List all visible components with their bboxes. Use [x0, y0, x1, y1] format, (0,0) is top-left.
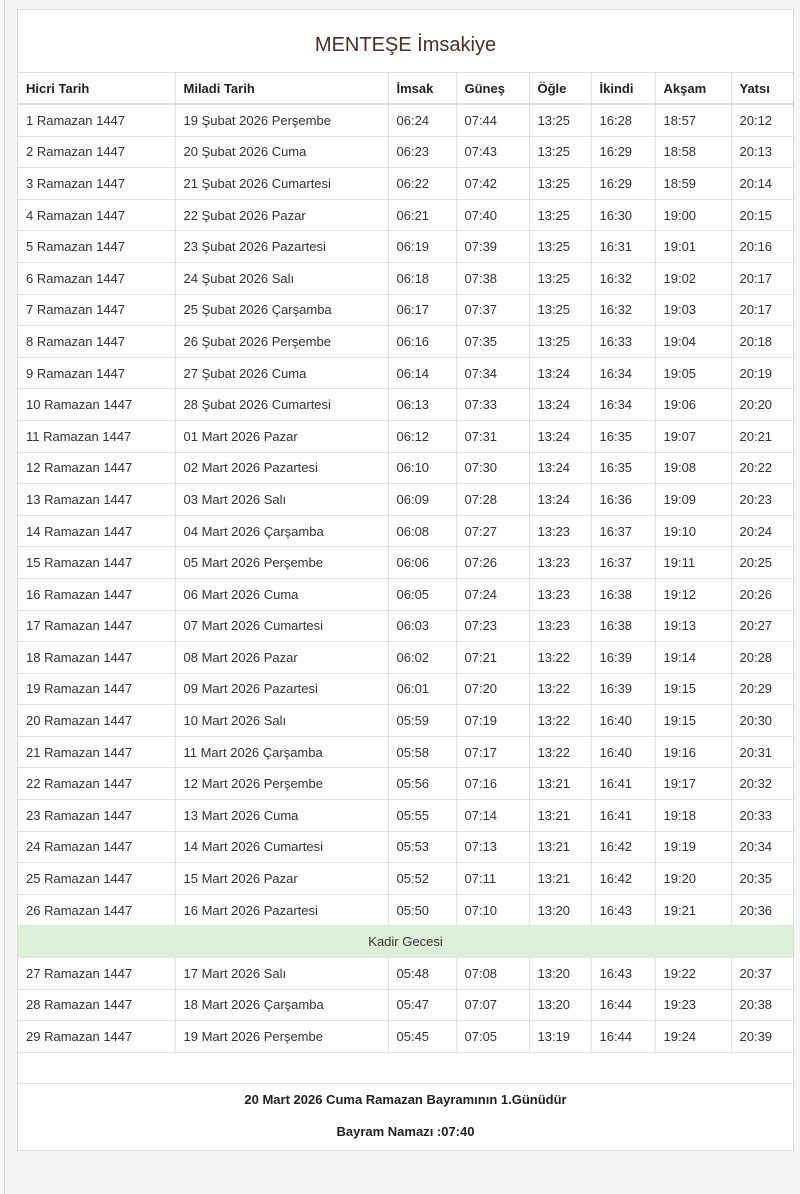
- cell-imsak: 05:56: [388, 768, 456, 800]
- table-row: [18, 104, 793, 136]
- column-header-ogle: Öğle: [529, 73, 591, 104]
- table-row: [18, 958, 793, 990]
- cell-imsak: 05:53: [388, 831, 456, 863]
- cell-yatsi: 20:39: [731, 1021, 793, 1053]
- cell-aksam: 19:06: [655, 389, 731, 421]
- cell-miladi-tarih: 14 Mart 2026 Cumartesi: [175, 831, 388, 863]
- cell-imsak: 06:16: [388, 326, 456, 358]
- cell-miladi-tarih: 12 Mart 2026 Perşembe: [175, 768, 388, 800]
- cell-ogle: 13:22: [529, 642, 591, 674]
- cell-aksam: 19:04: [655, 326, 731, 358]
- table-row: [18, 515, 793, 547]
- cell-yatsi: 20:25: [731, 547, 793, 579]
- cell-imsak: 06:17: [388, 294, 456, 326]
- cell-imsak: 05:52: [388, 863, 456, 895]
- cell-hicri-tarih: 13 Ramazan 1447: [18, 484, 175, 516]
- table-row: [18, 705, 793, 737]
- cell-yatsi: 20:20: [731, 389, 793, 421]
- cell-aksam: 19:03: [655, 294, 731, 326]
- cell-imsak: 06:19: [388, 231, 456, 263]
- cell-hicri-tarih: 9 Ramazan 1447: [18, 357, 175, 389]
- cell-imsak: 06:21: [388, 199, 456, 231]
- cell-ogle: 13:21: [529, 831, 591, 863]
- table-row: [18, 800, 793, 832]
- cell-ogle: 13:24: [529, 389, 591, 421]
- cell-hicri-tarih: 20 Ramazan 1447: [18, 705, 175, 737]
- cell-gunes: 07:39: [456, 231, 529, 263]
- table-header-row: [18, 73, 793, 104]
- cell-gunes: 07:05: [456, 1021, 529, 1053]
- cell-hicri-tarih: 19 Ramazan 1447: [18, 673, 175, 705]
- cell-yatsi: 20:23: [731, 484, 793, 516]
- cell-aksam: 19:19: [655, 831, 731, 863]
- cell-aksam: 19:23: [655, 989, 731, 1021]
- cell-ogle: 13:24: [529, 452, 591, 484]
- cell-aksam: 19:13: [655, 610, 731, 642]
- cell-aksam: 19:20: [655, 863, 731, 895]
- table-row: [18, 231, 793, 263]
- cell-ikindi: 16:29: [591, 168, 655, 200]
- table-row: [18, 420, 793, 452]
- cell-ikindi: 16:28: [591, 104, 655, 136]
- cell-yatsi: 20:26: [731, 578, 793, 610]
- cell-ogle: 13:25: [529, 104, 591, 136]
- table-row: [18, 168, 793, 200]
- cell-aksam: 19:02: [655, 262, 731, 294]
- cell-aksam: 18:58: [655, 136, 731, 168]
- cell-miladi-tarih: 25 Şubat 2026 Çarşamba: [175, 294, 388, 326]
- cell-ikindi: 16:39: [591, 642, 655, 674]
- cell-miladi-tarih: 19 Şubat 2026 Perşembe: [175, 104, 388, 136]
- cell-ikindi: 16:39: [591, 673, 655, 705]
- cell-yatsi: 20:31: [731, 736, 793, 768]
- cell-gunes: 07:31: [456, 420, 529, 452]
- cell-ogle: 13:20: [529, 958, 591, 990]
- cell-ogle: 13:23: [529, 578, 591, 610]
- cell-imsak: 06:24: [388, 104, 456, 136]
- cell-miladi-tarih: 23 Şubat 2026 Pazartesi: [175, 231, 388, 263]
- cell-miladi-tarih: 28 Şubat 2026 Cumartesi: [175, 389, 388, 421]
- cell-miladi-tarih: 20 Şubat 2026 Cuma: [175, 136, 388, 168]
- table-row: [18, 389, 793, 421]
- table-row: [18, 547, 793, 579]
- cell-imsak: 05:50: [388, 894, 456, 926]
- bayram-footer: [18, 1084, 793, 1150]
- cell-miladi-tarih: 04 Mart 2026 Çarşamba: [175, 515, 388, 547]
- table-row: [18, 736, 793, 768]
- cell-imsak: 05:45: [388, 1021, 456, 1053]
- cell-imsak: 05:47: [388, 989, 456, 1021]
- cell-ikindi: 16:40: [591, 736, 655, 768]
- cell-yatsi: 20:24: [731, 515, 793, 547]
- cell-gunes: 07:26: [456, 547, 529, 579]
- cell-gunes: 07:08: [456, 958, 529, 990]
- cell-ogle: 13:21: [529, 800, 591, 832]
- table-row: [18, 989, 793, 1021]
- cell-ikindi: 16:31: [591, 231, 655, 263]
- cell-ogle: 13:24: [529, 420, 591, 452]
- cell-gunes: 07:38: [456, 262, 529, 294]
- cell-yatsi: 20:37: [731, 958, 793, 990]
- table-row: [18, 1021, 793, 1053]
- cell-hicri-tarih: 8 Ramazan 1447: [18, 326, 175, 358]
- cell-ogle: 13:22: [529, 673, 591, 705]
- cell-imsak: 05:55: [388, 800, 456, 832]
- cell-ikindi: 16:40: [591, 705, 655, 737]
- cell-imsak: 05:58: [388, 736, 456, 768]
- cell-hicri-tarih: 11 Ramazan 1447: [18, 420, 175, 452]
- cell-aksam: 19:21: [655, 894, 731, 926]
- cell-miladi-tarih: 16 Mart 2026 Pazartesi: [175, 894, 388, 926]
- cell-ogle: 13:20: [529, 989, 591, 1021]
- cell-gunes: 07:24: [456, 578, 529, 610]
- table-row: [18, 863, 793, 895]
- cell-gunes: 07:23: [456, 610, 529, 642]
- cell-ikindi: 16:42: [591, 831, 655, 863]
- cell-gunes: 07:17: [456, 736, 529, 768]
- cell-gunes: 07:13: [456, 831, 529, 863]
- cell-hicri-tarih: 18 Ramazan 1447: [18, 642, 175, 674]
- table-row: [18, 326, 793, 358]
- imsakiye-table: [18, 73, 793, 1053]
- cell-ogle: 13:23: [529, 515, 591, 547]
- cell-imsak: 06:02: [388, 642, 456, 674]
- cell-yatsi: 20:27: [731, 610, 793, 642]
- cell-miladi-tarih: 15 Mart 2026 Pazar: [175, 863, 388, 895]
- cell-ogle: 13:25: [529, 199, 591, 231]
- cell-imsak: 06:18: [388, 262, 456, 294]
- cell-gunes: 07:44: [456, 104, 529, 136]
- cell-ikindi: 16:33: [591, 326, 655, 358]
- cell-imsak: 06:10: [388, 452, 456, 484]
- cell-miladi-tarih: 17 Mart 2026 Salı: [175, 958, 388, 990]
- cell-aksam: 18:57: [655, 104, 731, 136]
- cell-gunes: 07:19: [456, 705, 529, 737]
- cell-yatsi: 20:21: [731, 420, 793, 452]
- cell-hicri-tarih: 1 Ramazan 1447: [18, 104, 175, 136]
- column-header-hicri-tarih: Hicri Tarih: [18, 73, 175, 104]
- cell-ikindi: 16:38: [591, 610, 655, 642]
- cell-hicri-tarih: 21 Ramazan 1447: [18, 736, 175, 768]
- cell-ikindi: 16:41: [591, 768, 655, 800]
- column-header-ikindi: İkindi: [591, 73, 655, 104]
- column-header-miladi-tarih: Miladi Tarih: [175, 73, 388, 104]
- cell-ikindi: 16:34: [591, 389, 655, 421]
- cell-aksam: 19:07: [655, 420, 731, 452]
- cell-gunes: 07:42: [456, 168, 529, 200]
- cell-ogle: 13:21: [529, 863, 591, 895]
- cell-gunes: 07:20: [456, 673, 529, 705]
- cell-hicri-tarih: 3 Ramazan 1447: [18, 168, 175, 200]
- cell-ogle: 13:25: [529, 326, 591, 358]
- cell-imsak: 06:01: [388, 673, 456, 705]
- cell-ogle: 13:21: [529, 768, 591, 800]
- cell-gunes: 07:16: [456, 768, 529, 800]
- table-body: [18, 104, 793, 1052]
- cell-gunes: 07:21: [456, 642, 529, 674]
- cell-imsak: 06:08: [388, 515, 456, 547]
- cell-aksam: 18:59: [655, 168, 731, 200]
- cell-yatsi: 20:35: [731, 863, 793, 895]
- table-row: [18, 199, 793, 231]
- cell-yatsi: 20:29: [731, 673, 793, 705]
- kadir-gecesi-label: Kadir Gecesi: [18, 926, 793, 958]
- table-row: [18, 294, 793, 326]
- cell-yatsi: 20:17: [731, 262, 793, 294]
- cell-miladi-tarih: 01 Mart 2026 Pazar: [175, 420, 388, 452]
- cell-imsak: 06:03: [388, 610, 456, 642]
- table-row: [18, 136, 793, 168]
- cell-ogle: 13:25: [529, 294, 591, 326]
- cell-yatsi: 20:30: [731, 705, 793, 737]
- cell-miladi-tarih: 06 Mart 2026 Cuma: [175, 578, 388, 610]
- cell-aksam: 19:10: [655, 515, 731, 547]
- cell-ogle: 13:25: [529, 168, 591, 200]
- cell-ikindi: 16:37: [591, 515, 655, 547]
- cell-ikindi: 16:35: [591, 420, 655, 452]
- cell-hicri-tarih: 4 Ramazan 1447: [18, 199, 175, 231]
- cell-aksam: 19:18: [655, 800, 731, 832]
- cell-ikindi: 16:44: [591, 1021, 655, 1053]
- cell-miladi-tarih: 27 Şubat 2026 Cuma: [175, 357, 388, 389]
- cell-hicri-tarih: 29 Ramazan 1447: [18, 1021, 175, 1053]
- cell-miladi-tarih: 09 Mart 2026 Pazartesi: [175, 673, 388, 705]
- cell-aksam: 19:15: [655, 673, 731, 705]
- cell-yatsi: 20:12: [731, 104, 793, 136]
- cell-ikindi: 16:42: [591, 863, 655, 895]
- cell-miladi-tarih: 26 Şubat 2026 Perşembe: [175, 326, 388, 358]
- cell-imsak: 06:12: [388, 420, 456, 452]
- cell-miladi-tarih: 19 Mart 2026 Perşembe: [175, 1021, 388, 1053]
- cell-yatsi: 20:28: [731, 642, 793, 674]
- table-row: [18, 894, 793, 926]
- cell-hicri-tarih: 16 Ramazan 1447: [18, 578, 175, 610]
- table-row: [18, 262, 793, 294]
- cell-gunes: 07:35: [456, 326, 529, 358]
- cell-ogle: 13:23: [529, 547, 591, 579]
- cell-yatsi: 20:14: [731, 168, 793, 200]
- cell-gunes: 07:27: [456, 515, 529, 547]
- cell-ikindi: 16:29: [591, 136, 655, 168]
- table-row: [18, 452, 793, 484]
- column-header-gunes: Güneş: [456, 73, 529, 104]
- cell-hicri-tarih: 22 Ramazan 1447: [18, 768, 175, 800]
- cell-miladi-tarih: 11 Mart 2026 Çarşamba: [175, 736, 388, 768]
- table-row: [18, 831, 793, 863]
- cell-yatsi: 20:38: [731, 989, 793, 1021]
- cell-aksam: 19:16: [655, 736, 731, 768]
- cell-aksam: 19:01: [655, 231, 731, 263]
- cell-ikindi: 16:35: [591, 452, 655, 484]
- cell-miladi-tarih: 05 Mart 2026 Perşembe: [175, 547, 388, 579]
- cell-hicri-tarih: 5 Ramazan 1447: [18, 231, 175, 263]
- cell-ogle: 13:24: [529, 484, 591, 516]
- page-title: MENTEŞE İmsakiye: [18, 10, 793, 73]
- page-edge-line: [4, 0, 5, 1194]
- cell-imsak: 06:13: [388, 389, 456, 421]
- cell-gunes: 07:33: [456, 389, 529, 421]
- cell-yatsi: 20:34: [731, 831, 793, 863]
- cell-ikindi: 16:36: [591, 484, 655, 516]
- cell-gunes: 07:28: [456, 484, 529, 516]
- cell-hicri-tarih: 28 Ramazan 1447: [18, 989, 175, 1021]
- table-row: [18, 578, 793, 610]
- cell-aksam: 19:17: [655, 768, 731, 800]
- cell-aksam: 19:05: [655, 357, 731, 389]
- cell-hicri-tarih: 2 Ramazan 1447: [18, 136, 175, 168]
- cell-imsak: 06:05: [388, 578, 456, 610]
- cell-ikindi: 16:34: [591, 357, 655, 389]
- cell-imsak: 06:14: [388, 357, 456, 389]
- column-header-yatsi: Yatsı: [731, 73, 793, 104]
- column-header-imsak: İmsak: [388, 73, 456, 104]
- cell-yatsi: 20:16: [731, 231, 793, 263]
- cell-imsak: 06:22: [388, 168, 456, 200]
- cell-yatsi: 20:33: [731, 800, 793, 832]
- imsakiye-sheet: [17, 9, 794, 1151]
- cell-gunes: 07:30: [456, 452, 529, 484]
- cell-ikindi: 16:44: [591, 989, 655, 1021]
- cell-ikindi: 16:37: [591, 547, 655, 579]
- cell-miladi-tarih: 10 Mart 2026 Salı: [175, 705, 388, 737]
- cell-ogle: 13:23: [529, 610, 591, 642]
- cell-imsak: 06:09: [388, 484, 456, 516]
- cell-aksam: 19:09: [655, 484, 731, 516]
- bayram-note: 20 Mart 2026 Cuma Ramazan Bayramının 1.Günüdür: [244, 1091, 567, 1107]
- cell-imsak: 06:06: [388, 547, 456, 579]
- cell-aksam: 19:22: [655, 958, 731, 990]
- cell-hicri-tarih: 25 Ramazan 1447: [18, 863, 175, 895]
- cell-ikindi: 16:32: [591, 294, 655, 326]
- kadir-gecesi-row: [18, 926, 793, 958]
- cell-aksam: 19:08: [655, 452, 731, 484]
- cell-gunes: 07:10: [456, 894, 529, 926]
- cell-miladi-tarih: 07 Mart 2026 Cumartesi: [175, 610, 388, 642]
- cell-imsak: 06:23: [388, 136, 456, 168]
- cell-yatsi: 20:17: [731, 294, 793, 326]
- cell-gunes: 07:37: [456, 294, 529, 326]
- cell-ogle: 13:20: [529, 894, 591, 926]
- cell-hicri-tarih: 26 Ramazan 1447: [18, 894, 175, 926]
- cell-ogle: 13:22: [529, 736, 591, 768]
- cell-hicri-tarih: 15 Ramazan 1447: [18, 547, 175, 579]
- cell-ogle: 13:19: [529, 1021, 591, 1053]
- cell-aksam: 19:11: [655, 547, 731, 579]
- table-row: [18, 484, 793, 516]
- cell-miladi-tarih: 21 Şubat 2026 Cumartesi: [175, 168, 388, 200]
- cell-hicri-tarih: 12 Ramazan 1447: [18, 452, 175, 484]
- cell-gunes: 07:11: [456, 863, 529, 895]
- cell-hicri-tarih: 24 Ramazan 1447: [18, 831, 175, 863]
- table-row: [18, 673, 793, 705]
- cell-miladi-tarih: 13 Mart 2026 Cuma: [175, 800, 388, 832]
- cell-ikindi: 16:32: [591, 262, 655, 294]
- cell-hicri-tarih: 7 Ramazan 1447: [18, 294, 175, 326]
- table-row: [18, 642, 793, 674]
- cell-hicri-tarih: 10 Ramazan 1447: [18, 389, 175, 421]
- cell-miladi-tarih: 08 Mart 2026 Pazar: [175, 642, 388, 674]
- cell-hicri-tarih: 6 Ramazan 1447: [18, 262, 175, 294]
- cell-yatsi: 20:19: [731, 357, 793, 389]
- cell-imsak: 05:59: [388, 705, 456, 737]
- cell-ikindi: 16:30: [591, 199, 655, 231]
- cell-aksam: 19:24: [655, 1021, 731, 1053]
- cell-aksam: 19:15: [655, 705, 731, 737]
- cell-ogle: 13:25: [529, 262, 591, 294]
- table-row: [18, 768, 793, 800]
- cell-yatsi: 20:32: [731, 768, 793, 800]
- cell-gunes: 07:14: [456, 800, 529, 832]
- cell-hicri-tarih: 17 Ramazan 1447: [18, 610, 175, 642]
- cell-ogle: 13:22: [529, 705, 591, 737]
- cell-ikindi: 16:43: [591, 958, 655, 990]
- cell-yatsi: 20:13: [731, 136, 793, 168]
- bayram-prayer-time: Bayram Namazı :07:40: [336, 1123, 475, 1139]
- cell-aksam: 19:00: [655, 199, 731, 231]
- cell-aksam: 19:12: [655, 578, 731, 610]
- cell-miladi-tarih: 18 Mart 2026 Çarşamba: [175, 989, 388, 1021]
- table-row: [18, 610, 793, 642]
- cell-yatsi: 20:36: [731, 894, 793, 926]
- cell-hicri-tarih: 14 Ramazan 1447: [18, 515, 175, 547]
- cell-imsak: 05:48: [388, 958, 456, 990]
- cell-miladi-tarih: 03 Mart 2026 Salı: [175, 484, 388, 516]
- column-header-aksam: Akşam: [655, 73, 731, 104]
- cell-miladi-tarih: 22 Şubat 2026 Pazar: [175, 199, 388, 231]
- cell-ikindi: 16:38: [591, 578, 655, 610]
- cell-aksam: 19:14: [655, 642, 731, 674]
- cell-yatsi: 20:18: [731, 326, 793, 358]
- table-row: [18, 357, 793, 389]
- table-spacer: [18, 1053, 793, 1084]
- cell-gunes: 07:43: [456, 136, 529, 168]
- cell-gunes: 07:34: [456, 357, 529, 389]
- cell-ogle: 13:25: [529, 231, 591, 263]
- cell-ikindi: 16:41: [591, 800, 655, 832]
- cell-yatsi: 20:22: [731, 452, 793, 484]
- cell-ogle: 13:24: [529, 357, 591, 389]
- cell-gunes: 07:07: [456, 989, 529, 1021]
- cell-ogle: 13:25: [529, 136, 591, 168]
- cell-miladi-tarih: 02 Mart 2026 Pazartesi: [175, 452, 388, 484]
- cell-yatsi: 20:15: [731, 199, 793, 231]
- cell-gunes: 07:40: [456, 199, 529, 231]
- cell-hicri-tarih: 27 Ramazan 1447: [18, 958, 175, 990]
- cell-hicri-tarih: 23 Ramazan 1447: [18, 800, 175, 832]
- cell-miladi-tarih: 24 Şubat 2026 Salı: [175, 262, 388, 294]
- cell-ikindi: 16:43: [591, 894, 655, 926]
